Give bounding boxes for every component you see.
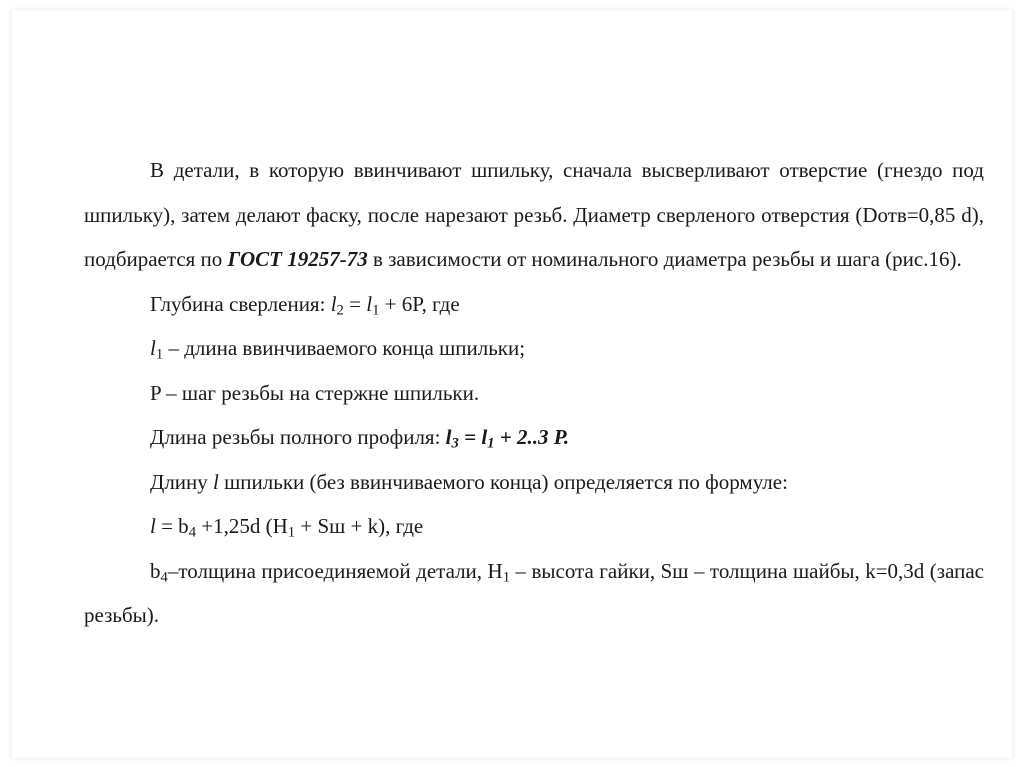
paragraph-stud-length-formula: $l = b_4 +1,25d$ ($H_1$ + Sш + k), где <box>150 514 424 541</box>
paragraph-drilling-intro: В детали, в которую ввинчивают шпильку, сначала высверливают отверстие (гнездо под шпильку), затем делают фаску, после нарезают резьб. Диаметр сверленого отверстия (Dотв=0,85 d), подбирается по ГОСТ 19257-73 в зависимости от номинального диаметра резьбы и шага (рис.16). <box>84 158 984 271</box>
paragraph-formula-terms: $b_4$–толщина присоединяемой детали, $H_1$ – высота гайки, Sш – толщина шайбы, k=0,3d (запас резьбы). <box>84 558 984 627</box>
gost-reference: ГОСТ 19257-73 <box>227 247 368 271</box>
paragraph-l1-definition: $l_1$ – длина ввинчиваемого конца шпильки; <box>150 336 526 363</box>
document-body <box>84 148 984 638</box>
paragraph-stud-length-intro: Длину l шпильки (без ввинчиваемого конца) определяется по формуле: <box>150 469 788 494</box>
paragraph-p-definition: P – шаг резьбы на стержне шпильки. <box>150 380 480 405</box>
paragraph-thread-length: Длина резьбы полного профиля: $l_3 = l_1 + 2..3$ P. <box>150 425 570 452</box>
paragraph-drilling-depth: Глубина сверления: $l_2 = l_1 + 6P$, где <box>150 291 460 319</box>
slide <box>12 10 1012 758</box>
